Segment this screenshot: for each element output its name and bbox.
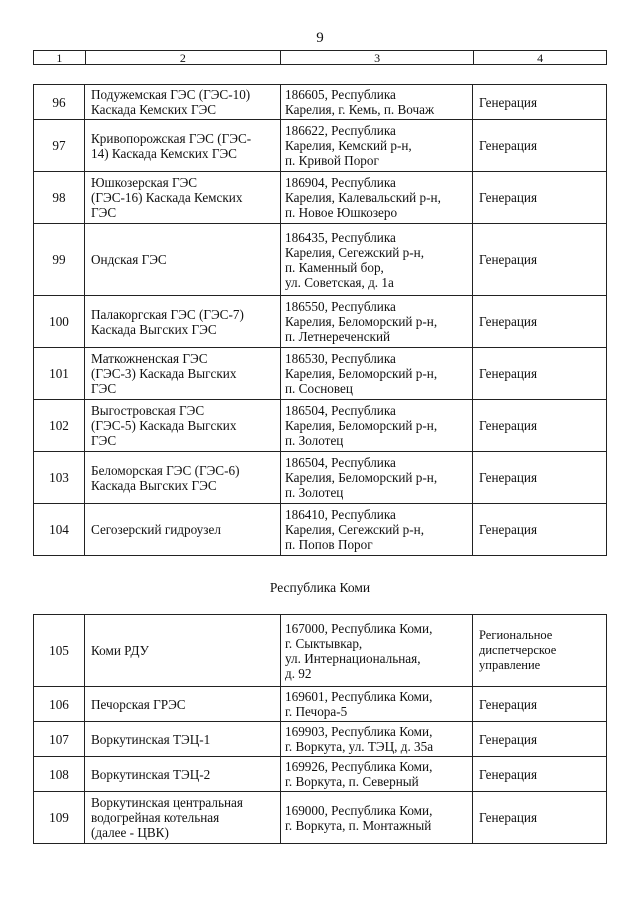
facility-function-line: Генерация — [479, 418, 538, 433]
facility-address-cell — [281, 615, 473, 687]
facility-address-line: п. Попов Порог — [285, 537, 373, 552]
table-row — [34, 296, 607, 348]
facility-address-line: 186530, Республика — [285, 351, 396, 366]
row-number: 97 — [34, 120, 85, 172]
facility-name-line: Каскада Выгских ГЭС — [91, 477, 217, 493]
facility-address-line: 186904, Республика — [285, 175, 396, 190]
facility-address-cell — [281, 296, 473, 348]
facility-address-cell — [281, 792, 473, 844]
facility-name-line: Кривопорожская ГЭС (ГЭС- — [91, 130, 252, 146]
facility-address-line: Карелия, г. Кемь, п. Вочаж — [285, 102, 435, 117]
facility-address-line: 169601, Республика Коми, — [285, 689, 433, 704]
facility-name-cell — [85, 615, 281, 687]
row-number: 109 — [34, 792, 85, 844]
facility-address-line: г. Воркута, п. Северный — [285, 774, 419, 789]
facility-address-cell — [281, 687, 473, 722]
row-number: 99 — [34, 224, 85, 296]
facility-address-line: 186504, Республика — [285, 455, 396, 470]
facility-address-cell — [281, 172, 473, 224]
table-row — [34, 792, 607, 844]
page-number: 9 — [316, 30, 324, 46]
facility-address-line: ул. Советская, д. 1а — [285, 274, 394, 290]
facility-function-cell — [473, 172, 607, 224]
row-number: 107 — [34, 722, 85, 757]
table-row — [34, 722, 607, 757]
facility-function-cell — [473, 120, 607, 172]
facility-name-line: Юшкозерская ГЭС — [91, 175, 198, 190]
facility-name-line: ГЭС — [91, 205, 117, 220]
facility-address-line: 186410, Республика — [285, 507, 396, 522]
facility-name-line: Ондская ГЭС — [91, 252, 167, 267]
facility-address-line: Карелия, Беломорский р-н, — [285, 418, 438, 433]
facility-function-line: Генерация — [479, 366, 538, 381]
facility-name-cell — [85, 792, 281, 844]
facility-address-cell — [281, 400, 473, 452]
facility-address-line: 169903, Республика Коми, — [285, 724, 433, 739]
facility-name-line: Каскада Выгских ГЭС — [91, 321, 217, 337]
facility-function-cell — [473, 615, 607, 687]
facility-name-line: Каскада Кемских ГЭС — [91, 102, 217, 117]
facility-name-line: ГЭС — [91, 433, 117, 448]
table-row — [34, 400, 607, 452]
column-number-header — [33, 50, 607, 65]
facility-function-line: Генерация — [479, 470, 538, 485]
facility-address-line: Карелия, Беломорский р-н, — [285, 470, 438, 485]
facility-name-line: Коми РДУ — [91, 643, 150, 658]
facility-name-cell — [85, 722, 281, 757]
table-row — [34, 85, 607, 120]
column-number: 3 — [281, 51, 474, 65]
facility-name-line: Воркутинская центральная — [91, 795, 243, 810]
facility-name-line: Беломорская ГЭС (ГЭС-6) — [91, 462, 240, 478]
facility-address-line: 186622, Республика — [285, 123, 396, 138]
row-number: 101 — [34, 348, 85, 400]
facility-address-line: Карелия, Кемский р-н, — [285, 138, 412, 153]
facility-address-line: Карелия, Беломорский р-н, — [285, 314, 438, 329]
facility-address-cell — [281, 224, 473, 296]
facility-function-line: Генерация — [479, 94, 538, 110]
facility-name-line: (ГЭС-16) Каскада Кемских — [91, 190, 243, 205]
facility-function-cell — [473, 757, 607, 792]
facility-name-line: Воркутинская ТЭЦ-1 — [91, 731, 211, 747]
table-row — [34, 120, 607, 172]
facility-name-line: Печорская ГРЭС — [91, 696, 186, 712]
table-row — [34, 172, 607, 224]
facility-address-cell — [281, 452, 473, 504]
facility-address-line: п. Сосновец — [285, 381, 353, 396]
facility-address-line: Карелия, Калевальский р-н, — [285, 190, 441, 205]
row-number: 108 — [34, 757, 85, 792]
row-number: 98 — [34, 172, 85, 224]
facility-name-line: водогрейная котельная — [91, 810, 220, 825]
facility-address-line: Карелия, Беломорский р-н, — [285, 366, 438, 381]
facility-address-line: г. Сыктывкар, — [285, 635, 363, 651]
facility-function-cell — [473, 296, 607, 348]
facility-name-cell — [85, 687, 281, 722]
facility-address-line: п. Новое Юшкозеро — [285, 205, 398, 220]
facility-name-cell — [85, 504, 281, 556]
facility-address-line: п. Золотец — [285, 485, 344, 500]
table-row — [34, 452, 607, 504]
facility-function-line: Генерация — [479, 314, 538, 329]
facility-address-cell — [281, 757, 473, 792]
facility-function-cell — [473, 400, 607, 452]
facility-name-line: ГЭС — [91, 381, 117, 396]
table-row — [34, 615, 607, 687]
table-row — [34, 757, 607, 792]
facility-function-line: Генерация — [479, 190, 538, 205]
facility-function-line: Генерация — [479, 522, 538, 537]
facility-name-cell — [85, 296, 281, 348]
facility-function-cell — [473, 452, 607, 504]
facility-address-line: Карелия, Сегежский р-н, — [285, 244, 425, 260]
facility-name-line: (ГЭС-3) Каскада Выгских — [91, 366, 237, 381]
facility-name-line: Подужемская ГЭС (ГЭС-10) — [91, 87, 251, 102]
facility-address-cell — [281, 85, 473, 120]
facility-function-cell — [473, 85, 607, 120]
facility-address-cell — [281, 348, 473, 400]
facility-address-line: 186605, Республика — [285, 87, 396, 102]
facility-function-line: Генерация — [479, 810, 538, 825]
table-row — [34, 348, 607, 400]
facility-address-line: п. Кривой Порог — [285, 153, 379, 168]
facility-name-cell — [85, 757, 281, 792]
row-number: 100 — [34, 296, 85, 348]
karelia-facilities-table — [33, 84, 607, 556]
facility-name-line: Воркутинская ТЭЦ-2 — [91, 766, 211, 782]
facility-address-line: г. Воркута, ул. ТЭЦ, д. 35а — [285, 739, 434, 754]
facility-address-line: ул. Интернациональная, — [285, 650, 421, 666]
facility-address-cell — [281, 722, 473, 757]
facility-function-line: диспетчерское — [479, 643, 557, 657]
region-title: Республика Коми — [269, 580, 371, 595]
facility-address-line: 186504, Республика — [285, 403, 396, 418]
row-number: 105 — [34, 615, 85, 687]
facility-function-line: Генерация — [479, 138, 538, 153]
facility-name-line: (далее - ЦВК) — [91, 825, 169, 840]
facility-name-cell — [85, 85, 281, 120]
facility-address-line: п. Каменный бор, — [285, 259, 384, 275]
facility-address-cell — [281, 120, 473, 172]
facility-name-line: 14) Каскада Кемских ГЭС — [91, 145, 237, 161]
facility-name-cell — [85, 120, 281, 172]
row-number: 96 — [34, 85, 85, 120]
row-number: 103 — [34, 452, 85, 504]
column-number: 1 — [34, 51, 86, 65]
facility-name-line: Сегозерский гидроузел — [91, 522, 221, 537]
facility-address-line: 169926, Республика Коми, — [285, 759, 433, 774]
facility-function-cell — [473, 792, 607, 844]
facility-name-cell — [85, 400, 281, 452]
facility-function-cell — [473, 687, 607, 722]
table-row — [34, 224, 607, 296]
facility-function-cell — [473, 348, 607, 400]
facility-address-line: 167000, Республика Коми, — [285, 620, 433, 636]
table-row — [34, 504, 607, 556]
facility-address-line: 186550, Республика — [285, 299, 396, 314]
facility-name-line: Маткожненская ГЭС — [91, 351, 208, 366]
facility-address-line: д. 92 — [285, 665, 312, 681]
facility-address-cell — [281, 504, 473, 556]
row-number: 102 — [34, 400, 85, 452]
table-row — [34, 687, 607, 722]
facility-function-line: Региональное — [479, 628, 553, 642]
column-number: 4 — [474, 51, 607, 65]
facility-name-line: Палакоргская ГЭС (ГЭС-7) — [91, 306, 244, 322]
facility-address-line: п. Золотец — [285, 433, 344, 448]
facility-function-cell — [473, 224, 607, 296]
facility-address-line: п. Летнереченский — [285, 329, 391, 344]
facility-name-line: (ГЭС-5) Каскада Выгских — [91, 418, 237, 433]
facility-address-line: г. Печора-5 — [285, 704, 348, 719]
komi-facilities-table — [33, 614, 607, 844]
facility-function-cell — [473, 722, 607, 757]
facility-name-cell — [85, 348, 281, 400]
column-number: 2 — [85, 51, 280, 65]
facility-name-cell — [85, 172, 281, 224]
facility-function-line: Генерация — [479, 766, 538, 782]
facility-address-line: г. Воркута, п. Монтажный — [285, 817, 432, 833]
facility-address-line: 186435, Республика — [285, 229, 396, 245]
row-number: 104 — [34, 504, 85, 556]
facility-function-line: Генерация — [479, 731, 538, 747]
facility-function-line: Генерация — [479, 696, 538, 712]
row-number: 106 — [34, 687, 85, 722]
facility-function-line: управление — [479, 658, 541, 672]
facility-function-line: Генерация — [479, 252, 538, 267]
facility-address-line: 169000, Республика Коми, — [285, 802, 433, 818]
facility-function-cell — [473, 504, 607, 556]
facility-name-cell — [85, 224, 281, 296]
facility-name-line: Выгостровская ГЭС — [91, 403, 205, 418]
facility-address-line: Карелия, Сегежский р-н, — [285, 522, 425, 537]
facility-name-cell — [85, 452, 281, 504]
